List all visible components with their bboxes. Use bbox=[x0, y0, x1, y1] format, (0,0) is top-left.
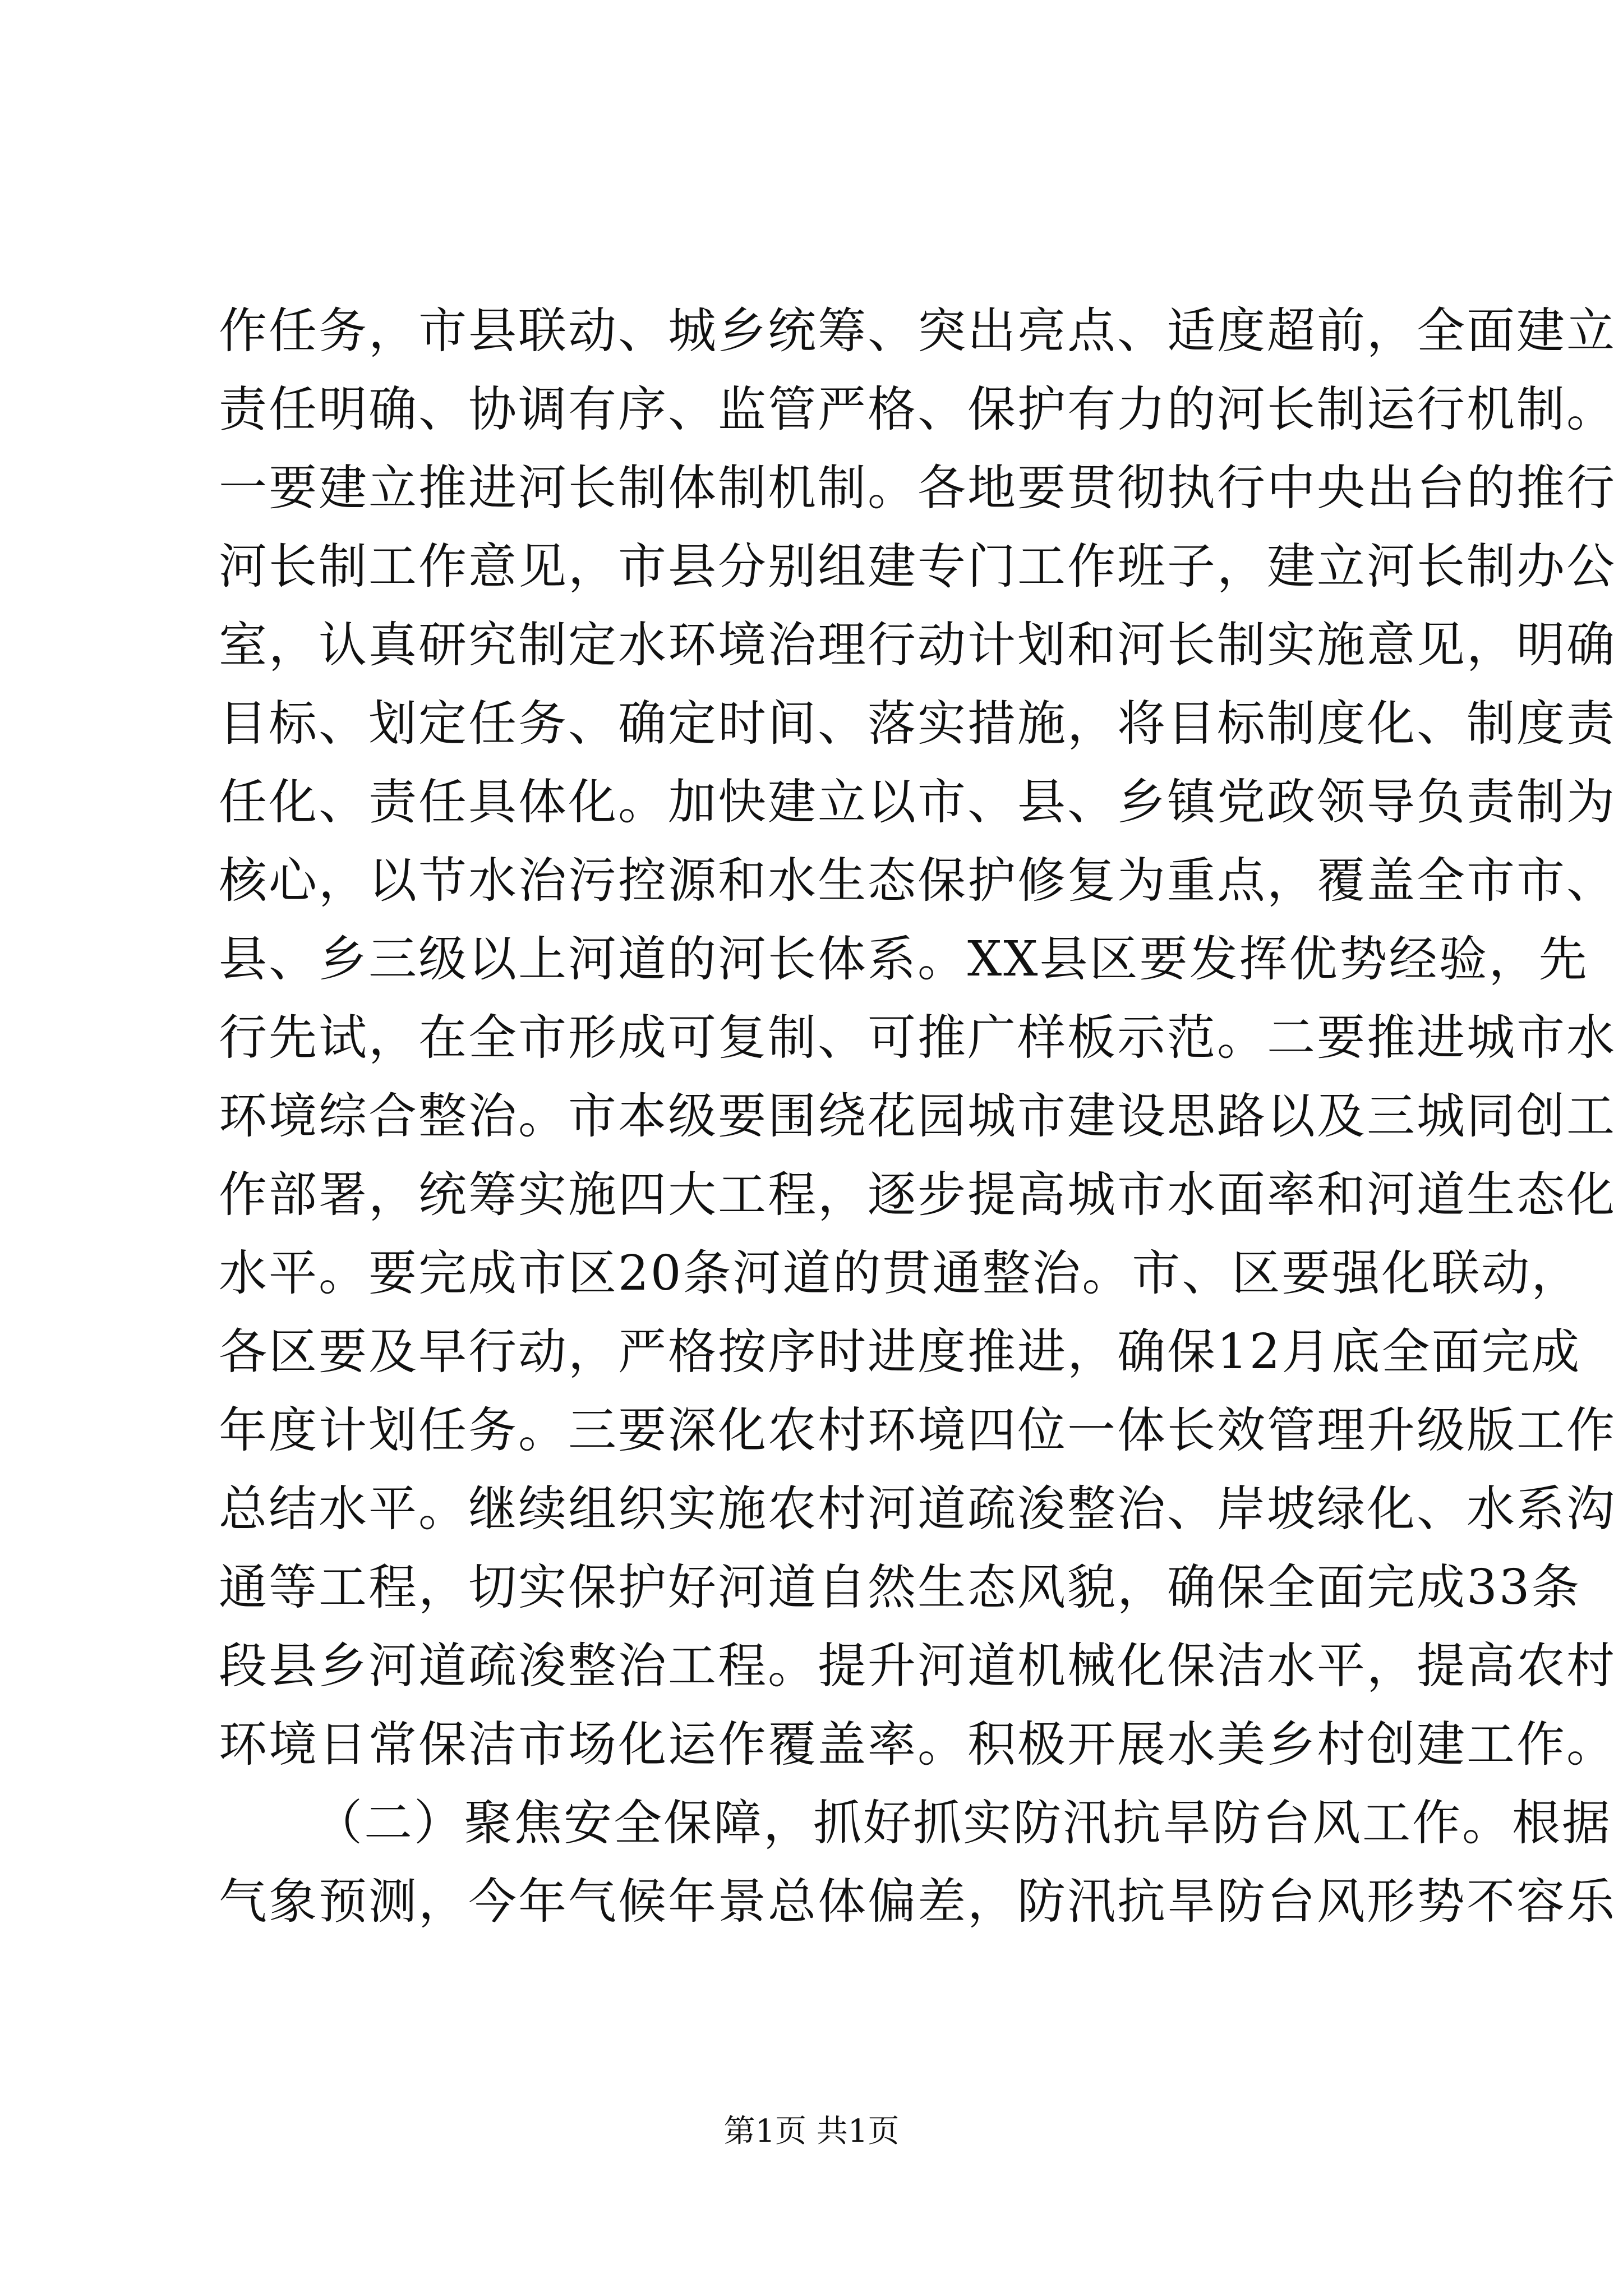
text-line: 县、乡三级以上河道的河长体系。XX县区要发挥优势经验，先 bbox=[219, 931, 1589, 987]
text-line: 核心，以节水治污控源和水生态保护修复为重点，覆盖全市市、 bbox=[219, 853, 1616, 909]
text-line: 任化、责任具体化。加快建立以市、县、乡镇党政领导负责制为 bbox=[219, 774, 1616, 830]
text-line: 年度计划任务。三要深化农村环境四位一体长效管理升级版工作 bbox=[219, 1402, 1616, 1458]
text-line: 段县乡河道疏浚整治工程。提升河道机械化保洁水平，提高农村 bbox=[219, 1638, 1616, 1694]
text-line: 室，认真研究制定水环境治理行动计划和河长制实施意见，明确 bbox=[219, 617, 1616, 673]
text-line: 通等工程，切实保护好河道自然生态风貌，确保全面完成33条 bbox=[219, 1559, 1581, 1616]
text-line: 目标、划定任务、确定时间、落实措施，将目标制度化、制度责 bbox=[219, 696, 1616, 752]
text-line: 环境日常保洁市场化运作覆盖率。积极开展水美乡村创建工作。 bbox=[219, 1717, 1616, 1773]
text-line: 行先试，在全市形成可复制、可推广样板示范。二要推进城市水 bbox=[219, 1010, 1616, 1066]
text-line: 气象预测，今年气候年景总体偏差，防汛抗旱防台风形势不容乐 bbox=[219, 1874, 1616, 1930]
text-line: 总结水平。继续组织实施农村河道疏浚整治、岸坡绿化、水系沟 bbox=[219, 1481, 1616, 1537]
text-line: 环境综合整治。市本级要围绕花园城市建设思路以及三城同创工 bbox=[219, 1088, 1616, 1144]
section-heading-line: （二）聚焦安全保障，抓好抓实防汛抗旱防台风工作。根据 bbox=[314, 1795, 1612, 1851]
text-line: 河长制工作意见，市县分别组建专门工作班子，建立河长制办公 bbox=[219, 539, 1616, 595]
page-footer: 第1页 共1页 bbox=[723, 2113, 900, 2150]
text-line: 各区要及早行动，严格按序时进度推进，确保12月底全面完成 bbox=[219, 1324, 1581, 1380]
text-line: 水平。要完成市区20条河道的贯通整治。市、区要强化联动， bbox=[219, 1245, 1581, 1301]
text-line: 一要建立推进河长制体制机制。各地要贯彻执行中央出台的推行 bbox=[219, 460, 1616, 516]
text-line: 作部署，统筹实施四大工程，逐步提高城市水面率和河道生态化 bbox=[219, 1167, 1616, 1223]
text-line: 作任务，市县联动、城乡统筹、突出亮点、适度超前，全面建立 bbox=[219, 303, 1616, 359]
text-line: 责任明确、协调有序、监管严格、保护有力的河长制运行机制。 bbox=[219, 381, 1616, 438]
